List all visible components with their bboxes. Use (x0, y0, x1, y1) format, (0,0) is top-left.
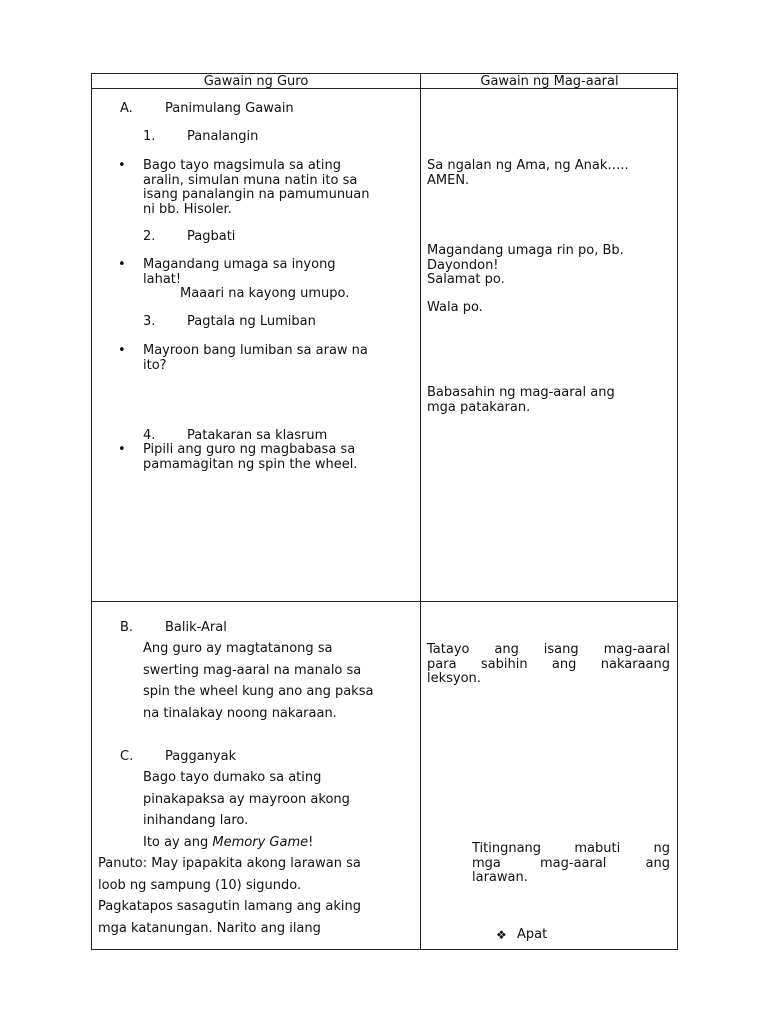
student-response-rules (427, 386, 615, 415)
item-2-title: Pagbati (187, 229, 236, 244)
response-line: mga mag-aaral ang (472, 855, 670, 871)
motivation-line: inihandang laro. (143, 813, 249, 828)
section-c-title: Pagganyak (165, 749, 237, 764)
item-3-title: Pagtala ng Lumiban (187, 314, 316, 329)
diamond-bullet-icon: ❖ (496, 928, 507, 942)
response-line: Titingnang mabuti ng (472, 841, 670, 856)
game-suffix: ! (308, 834, 314, 850)
bullet-1-line: aralin, simulan muna natin ito sa (143, 172, 358, 188)
header-teacher: Gawain ng Guro (203, 74, 309, 89)
item-1-title: Panalangin (187, 129, 259, 144)
student-response-greeting (427, 244, 624, 288)
bullet-2-line: Magandang umaga sa inyong (143, 257, 336, 272)
student-response-prayer (427, 159, 629, 188)
section-a-title: Panimulang Gawain (165, 101, 294, 116)
section-b-letter: B. (120, 620, 134, 635)
row-divider (92, 601, 677, 602)
item-1-number: 1. (143, 129, 156, 144)
section-c-text (143, 767, 350, 853)
bullet-1-icon: • (118, 158, 126, 173)
response-line: Tatayo ang isang mag-aaral (427, 642, 670, 657)
panuto-text (98, 853, 361, 939)
panuto-line: Panuto: May ipapakita akong larawan sa (98, 856, 361, 871)
item-4-title: Patakaran sa klasrum (187, 428, 328, 443)
column-divider (420, 74, 421, 949)
response-line: AMEN. (427, 172, 470, 188)
game-name: Memory Game (212, 834, 309, 850)
bullet-3-line: ito? (143, 357, 167, 373)
response-line: Babasahin ng mag-aaral ang (427, 385, 615, 400)
response-line: para sabihin ang nakaraang (427, 656, 670, 672)
review-line: na tinalakay noong nakaraan. (143, 705, 337, 721)
bullet-4-icon: • (118, 442, 126, 457)
bullet-4-line: pamamagitan ng spin the wheel. (143, 456, 358, 472)
game-line (143, 832, 350, 854)
student-response-observe (472, 842, 670, 886)
section-b-title: Balik-Aral (165, 620, 227, 635)
response-line: Salamat po. (427, 272, 505, 287)
panuto-line: mga katanungan. Narito ang ilang (98, 920, 321, 936)
motivation-line: Bago tayo dumako sa ating (143, 770, 322, 785)
student-response-attendance: Wala po. (427, 300, 483, 315)
bullet-3-text (143, 344, 368, 373)
bullet-1-line: Bago tayo magsimula sa ating (143, 158, 341, 173)
bullet-1-text (143, 159, 370, 217)
student-response-review (427, 643, 670, 687)
review-line: Ang guro ay magtatanong sa (143, 641, 333, 656)
response-line: Dayondon! (427, 257, 499, 273)
item-3-number: 3. (143, 314, 156, 329)
bullet-3-line: Mayroon bang lumiban sa araw na (143, 343, 368, 358)
bullet-1-line: ni bb. Hisoler. (143, 201, 232, 217)
header-student: Gawain ng Mag-aaral (480, 74, 619, 89)
student-answer: Apat (517, 927, 548, 942)
bullet-4-text (143, 443, 358, 472)
review-line: swerting mag-aaral na manalo sa (143, 662, 362, 678)
bullet-2-extra: Maaari na kayong umupo. (180, 286, 350, 301)
item-2-number: 2. (143, 229, 156, 244)
response-line: Sa ngalan ng Ama, ng Anak….. (427, 158, 629, 173)
panuto-line: loob ng sampung (10) sigundo. (98, 877, 302, 893)
review-line: spin the wheel kung ano ang paksa (143, 684, 374, 699)
game-prefix: Ito ay ang (143, 834, 213, 850)
section-c-letter: C. (120, 749, 134, 764)
panuto-line: Pagkatapos sasagutin lamang ang aking (98, 899, 361, 914)
section-a-letter: A. (120, 101, 133, 116)
bullet-2-line: lahat! (143, 271, 182, 287)
motivation-line: pinakapaksa ay mayroon akong (143, 791, 350, 807)
response-line: mga patakaran. (427, 399, 531, 415)
bullet-1-line: isang panalangin na pamumunuan (143, 187, 370, 202)
section-b-text (143, 638, 373, 724)
response-line: Magandang umaga rin po, Bb. (427, 243, 624, 258)
response-line: larawan. (472, 870, 528, 885)
bullet-2-text (143, 258, 336, 287)
bullet-3-icon: • (118, 343, 126, 358)
bullet-2-icon: • (118, 257, 126, 272)
item-4-number: 4. (143, 428, 156, 443)
bullet-4-line: Pipili ang guro ng magbabasa sa (143, 442, 356, 457)
response-line: leksyon. (427, 671, 481, 686)
